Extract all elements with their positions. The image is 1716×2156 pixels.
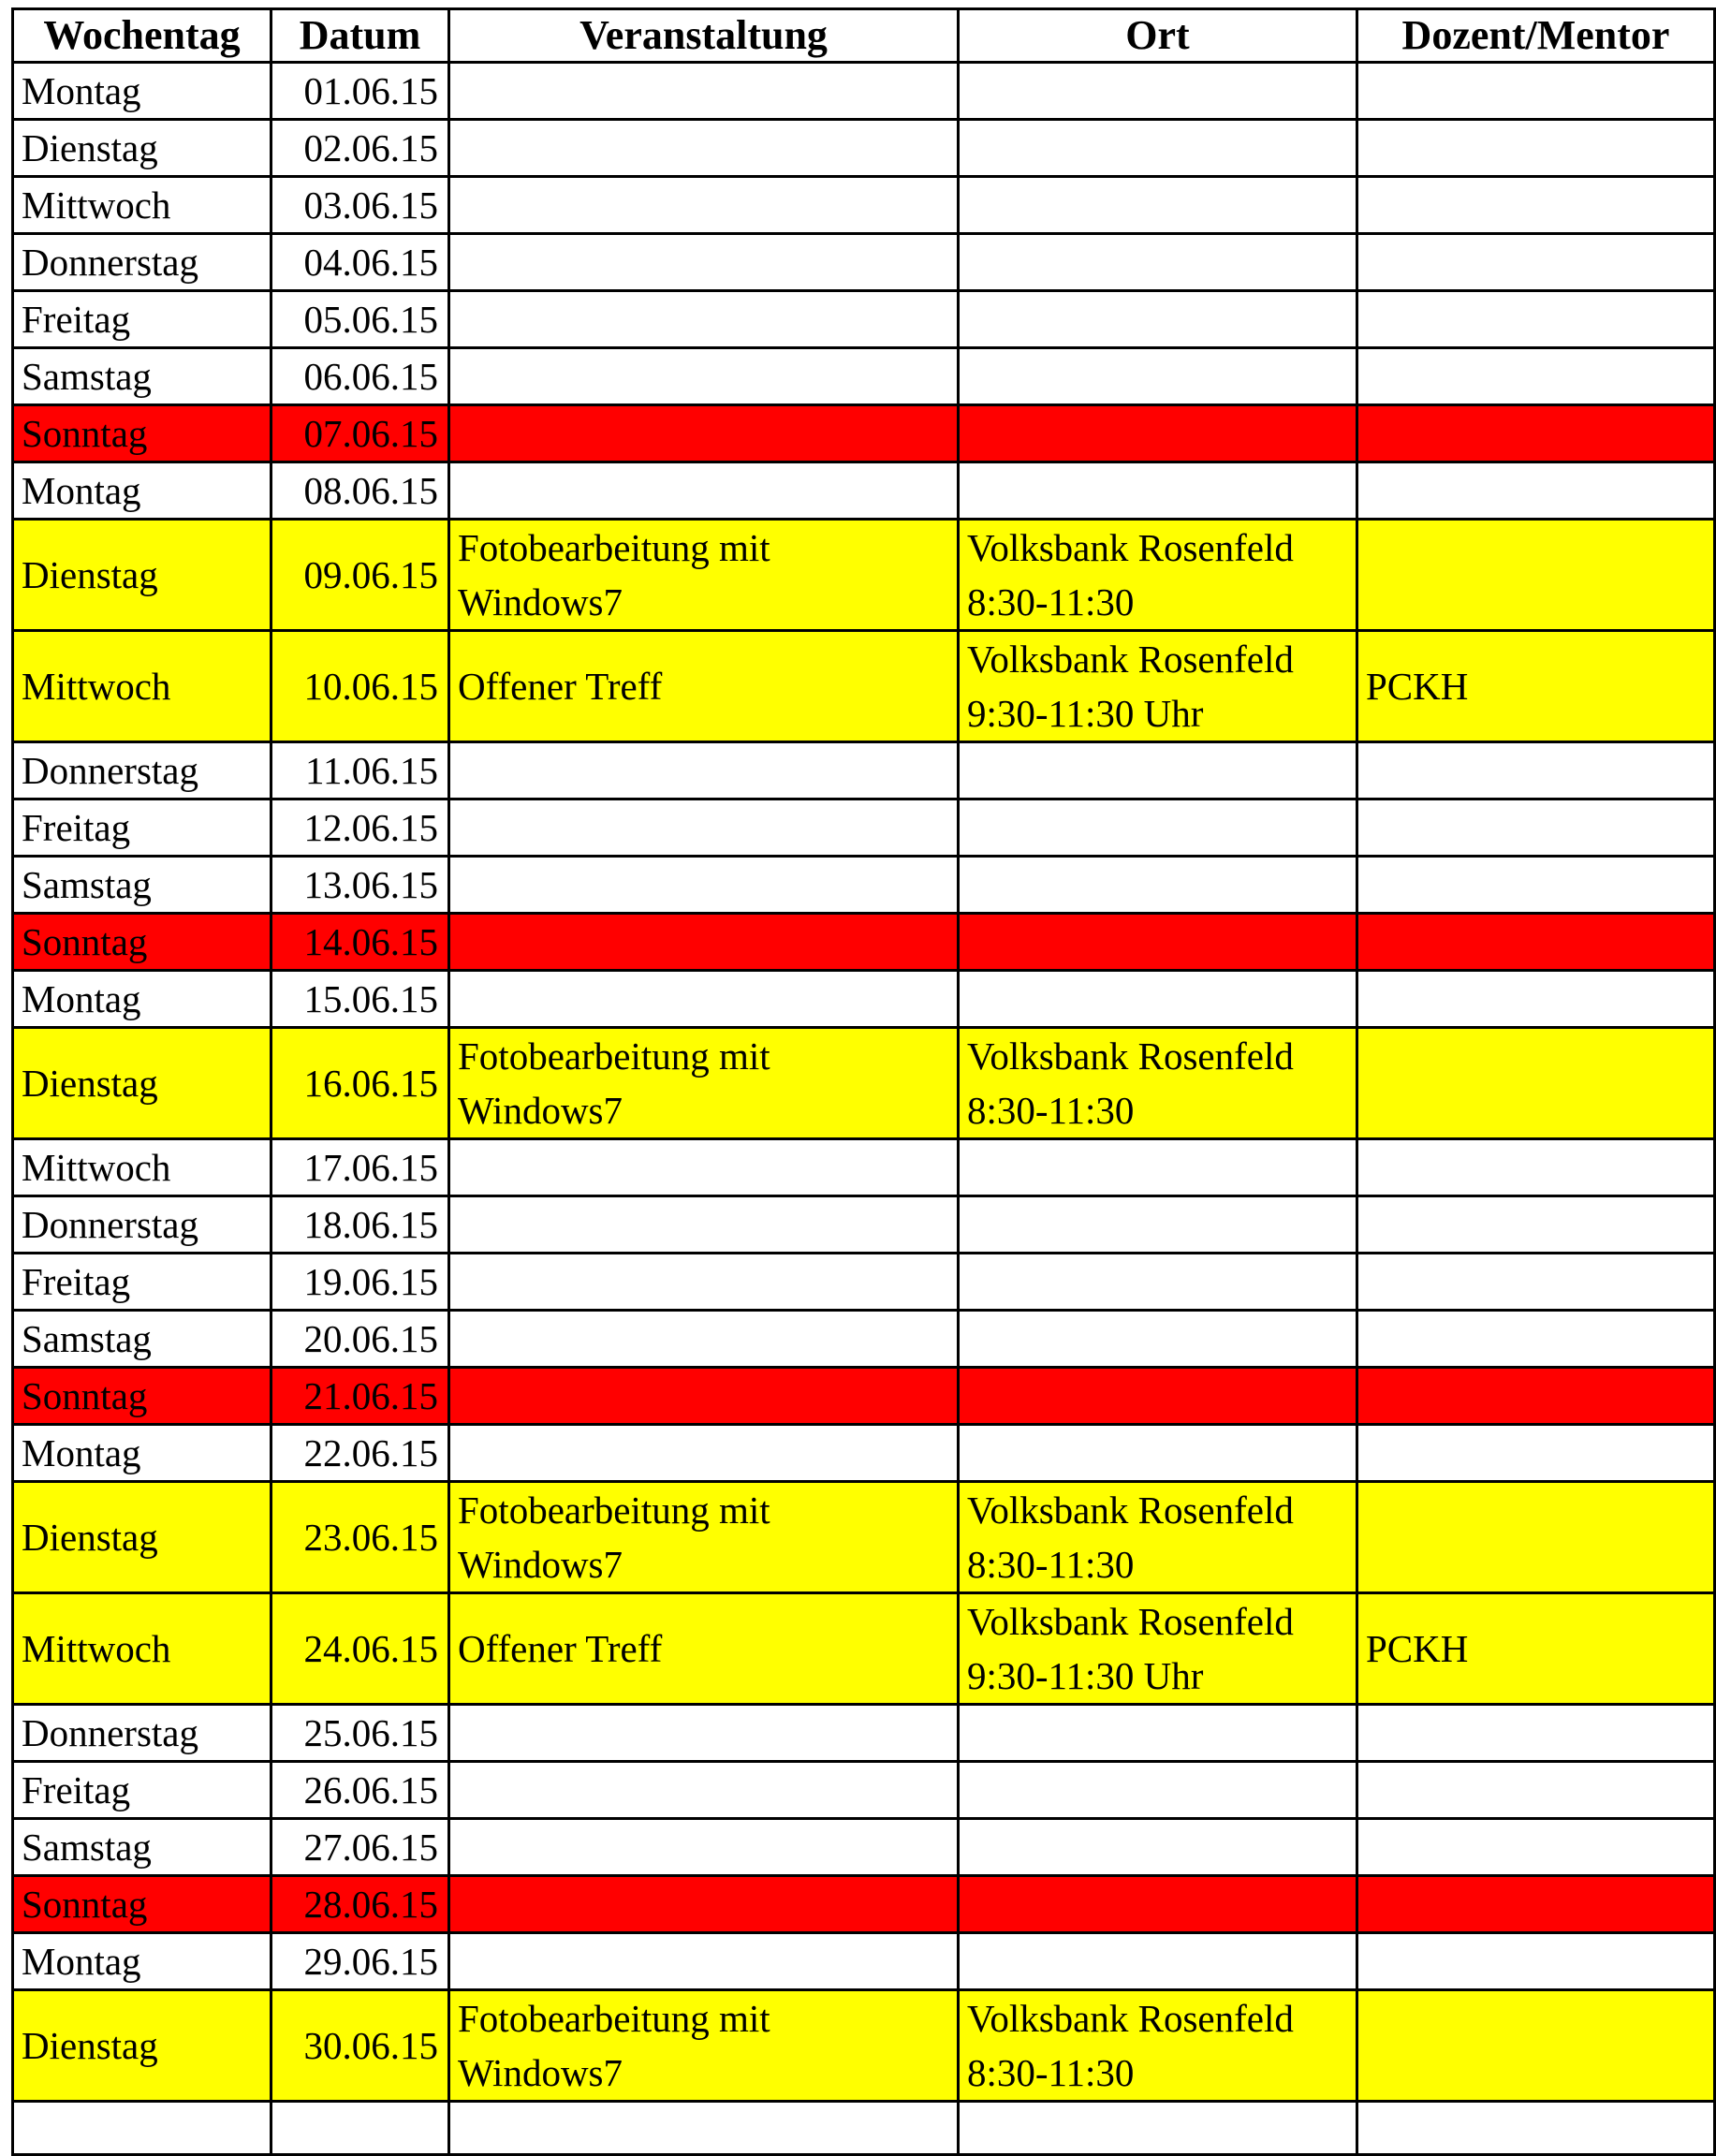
mentor-cell (1357, 857, 1715, 914)
weekday-cell: Freitag (13, 799, 271, 857)
place-line: Volksbank Rosenfeld (967, 1034, 1294, 1078)
date-cell (271, 2102, 449, 2155)
event-cell (449, 291, 959, 348)
mentor-cell (1357, 1482, 1715, 1593)
date-cell: 16.06.15 (271, 1028, 449, 1139)
event-line: Fotobearbeitung mit (458, 1489, 770, 1532)
place-line: 8:30-11:30 (967, 1089, 1135, 1132)
mentor-cell (1357, 799, 1715, 857)
weekday-cell: Montag (13, 971, 271, 1028)
event-cell (449, 1482, 959, 1593)
table-row (13, 120, 1715, 177)
header-weekday: Wochentag (13, 9, 271, 63)
date-cell: 07.06.15 (271, 405, 449, 462)
date-cell: 03.06.15 (271, 177, 449, 234)
place-cell (959, 1593, 1357, 1705)
table-row (13, 857, 1715, 914)
event-cell (449, 462, 959, 520)
event-line: Fotobearbeitung mit (458, 1034, 770, 1078)
weekday-cell: Mittwoch (13, 1593, 271, 1705)
weekday-cell: Sonntag (13, 1368, 271, 1425)
date-cell: 10.06.15 (271, 631, 449, 742)
mentor-cell (1357, 1368, 1715, 1425)
date-cell: 20.06.15 (271, 1311, 449, 1368)
weekday-cell: Montag (13, 462, 271, 520)
date-cell: 14.06.15 (271, 914, 449, 971)
place-line: 8:30-11:30 (967, 580, 1135, 623)
weekday-cell: Donnerstag (13, 234, 271, 291)
date-cell: 17.06.15 (271, 1139, 449, 1196)
weekday-cell: Mittwoch (13, 631, 271, 742)
mentor-cell (1357, 1311, 1715, 1368)
table-row (13, 799, 1715, 857)
event-line: Fotobearbeitung mit (458, 526, 770, 569)
place-line: Volksbank Rosenfeld (967, 638, 1294, 681)
weekday-cell: Samstag (13, 1311, 271, 1368)
table-row (13, 971, 1715, 1028)
place-cell (959, 2102, 1357, 2155)
place-cell (959, 1196, 1357, 1254)
weekday-cell: Samstag (13, 348, 271, 405)
date-cell: 13.06.15 (271, 857, 449, 914)
date-cell: 29.06.15 (271, 1933, 449, 1990)
mentor-cell (1357, 1139, 1715, 1196)
place-cell (959, 1876, 1357, 1933)
weekday-cell: Donnerstag (13, 1705, 271, 1762)
place-cell (959, 291, 1357, 348)
mentor-cell: PCKH (1357, 1593, 1715, 1705)
place-cell (959, 405, 1357, 462)
table-row (13, 1139, 1715, 1196)
place-cell (959, 1425, 1357, 1482)
place-cell (959, 1139, 1357, 1196)
event-cell (449, 1368, 959, 1425)
mentor-cell (1357, 1876, 1715, 1933)
weekday-cell: Donnerstag (13, 1196, 271, 1254)
weekday-cell: Montag (13, 1933, 271, 1990)
mentor-cell (1357, 1705, 1715, 1762)
weekday-cell: Freitag (13, 1762, 271, 1819)
place-cell (959, 1028, 1357, 1139)
place-line: Volksbank Rosenfeld (967, 526, 1294, 569)
place-line: 8:30-11:30 (967, 2051, 1135, 2094)
event-cell (449, 1762, 959, 1819)
event-cell (449, 1876, 959, 1933)
place-cell (959, 799, 1357, 857)
table-row (13, 1762, 1715, 1819)
weekday-cell: Sonntag (13, 914, 271, 971)
date-cell: 11.06.15 (271, 742, 449, 799)
place-cell (959, 1705, 1357, 1762)
mentor-cell (1357, 291, 1715, 348)
place-cell (959, 63, 1357, 120)
table-row (13, 234, 1715, 291)
table-row (13, 1254, 1715, 1311)
event-cell (449, 2102, 959, 2155)
place-cell (959, 1368, 1357, 1425)
date-cell: 18.06.15 (271, 1196, 449, 1254)
date-cell: 04.06.15 (271, 234, 449, 291)
date-cell: 12.06.15 (271, 799, 449, 857)
place-line: 8:30-11:30 (967, 1543, 1135, 1586)
table-row (13, 405, 1715, 462)
event-cell (449, 1254, 959, 1311)
table-row (13, 291, 1715, 348)
mentor-cell (1357, 1990, 1715, 2102)
weekday-cell: Mittwoch (13, 1139, 271, 1196)
mentor-cell (1357, 234, 1715, 291)
table-row (13, 742, 1715, 799)
weekday-cell: Sonntag (13, 1876, 271, 1933)
weekday-cell: Montag (13, 1425, 271, 1482)
event-cell (449, 1819, 959, 1876)
place-cell (959, 631, 1357, 742)
place-cell (959, 177, 1357, 234)
date-cell: 23.06.15 (271, 1482, 449, 1593)
table-row (13, 1593, 1715, 1705)
table-row (13, 1933, 1715, 1990)
table-row (13, 1482, 1715, 1593)
place-line: 9:30-11:30 Uhr (967, 1654, 1204, 1697)
header-row (13, 9, 1715, 63)
date-cell: 25.06.15 (271, 1705, 449, 1762)
table-row (13, 1196, 1715, 1254)
place-cell (959, 857, 1357, 914)
table-row (13, 1876, 1715, 1933)
mentor-cell (1357, 348, 1715, 405)
mentor-cell (1357, 1028, 1715, 1139)
table-row (13, 1311, 1715, 1368)
mentor-cell (1357, 1762, 1715, 1819)
event-line: Offener Treff (458, 1627, 663, 1670)
weekday-cell: Samstag (13, 857, 271, 914)
mentor-cell (1357, 914, 1715, 971)
weekday-cell: Freitag (13, 291, 271, 348)
date-cell: 09.06.15 (271, 520, 449, 631)
table-row (13, 631, 1715, 742)
schedule-body (13, 63, 1715, 2155)
place-cell (959, 914, 1357, 971)
place-cell (959, 234, 1357, 291)
date-cell: 15.06.15 (271, 971, 449, 1028)
mentor-cell (1357, 1254, 1715, 1311)
event-cell (449, 348, 959, 405)
mentor-cell: PCKH (1357, 631, 1715, 742)
date-cell: 21.06.15 (271, 1368, 449, 1425)
mentor-cell (1357, 1819, 1715, 1876)
event-cell (449, 1705, 959, 1762)
date-cell: 28.06.15 (271, 1876, 449, 1933)
table-row (13, 1425, 1715, 1482)
mentor-cell (1357, 971, 1715, 1028)
event-cell (449, 405, 959, 462)
schedule-table (11, 7, 1716, 2156)
event-line: Fotobearbeitung mit (458, 1997, 770, 2040)
event-cell (449, 177, 959, 234)
event-cell (449, 1196, 959, 1254)
place-cell (959, 1990, 1357, 2102)
weekday-cell: Mittwoch (13, 177, 271, 234)
weekday-cell: Donnerstag (13, 742, 271, 799)
table-row (13, 63, 1715, 120)
event-cell (449, 120, 959, 177)
mentor-cell (1357, 2102, 1715, 2155)
place-cell (959, 520, 1357, 631)
table-row (13, 520, 1715, 631)
table-row (13, 177, 1715, 234)
mentor-cell (1357, 742, 1715, 799)
table-row (13, 348, 1715, 405)
place-line: 9:30-11:30 Uhr (967, 692, 1204, 735)
place-line: Volksbank Rosenfeld (967, 1997, 1294, 2040)
mentor-cell (1357, 63, 1715, 120)
mentor-cell (1357, 120, 1715, 177)
event-cell (449, 742, 959, 799)
weekday-cell (13, 2102, 271, 2155)
table-row (13, 1705, 1715, 1762)
weekday-cell: Dienstag (13, 1028, 271, 1139)
weekday-cell: Dienstag (13, 520, 271, 631)
place-line: Volksbank Rosenfeld (967, 1600, 1294, 1643)
weekday-cell: Dienstag (13, 1482, 271, 1593)
date-cell: 27.06.15 (271, 1819, 449, 1876)
header-mentor: Dozent/Mentor (1357, 9, 1715, 63)
date-cell: 26.06.15 (271, 1762, 449, 1819)
place-cell (959, 1762, 1357, 1819)
header-date: Datum (271, 9, 449, 63)
weekday-cell: Sonntag (13, 405, 271, 462)
place-cell (959, 1311, 1357, 1368)
event-cell (449, 1933, 959, 1990)
mentor-cell (1357, 1425, 1715, 1482)
place-cell (959, 971, 1357, 1028)
event-line: Offener Treff (458, 665, 663, 708)
header-event: Veranstaltung (449, 9, 959, 63)
table-row (13, 1990, 1715, 2102)
weekday-cell: Dienstag (13, 120, 271, 177)
mentor-cell (1357, 1933, 1715, 1990)
event-cell (449, 1990, 959, 2102)
event-line: Windows7 (458, 1089, 623, 1132)
weekday-cell: Montag (13, 63, 271, 120)
event-cell (449, 1425, 959, 1482)
event-cell (449, 234, 959, 291)
event-cell (449, 520, 959, 631)
date-cell: 30.06.15 (271, 1990, 449, 2102)
place-cell (959, 1254, 1357, 1311)
date-cell: 05.06.15 (271, 291, 449, 348)
event-cell (449, 857, 959, 914)
event-cell (449, 1593, 959, 1705)
date-cell: 02.06.15 (271, 120, 449, 177)
place-cell (959, 1482, 1357, 1593)
table-row (13, 1819, 1715, 1876)
table-row (13, 1028, 1715, 1139)
place-cell (959, 462, 1357, 520)
date-cell: 01.06.15 (271, 63, 449, 120)
date-cell: 08.06.15 (271, 462, 449, 520)
date-cell: 22.06.15 (271, 1425, 449, 1482)
place-cell (959, 1819, 1357, 1876)
weekday-cell: Freitag (13, 1254, 271, 1311)
table-row (13, 2102, 1715, 2155)
event-cell (449, 1139, 959, 1196)
date-cell: 24.06.15 (271, 1593, 449, 1705)
table-row (13, 462, 1715, 520)
event-cell (449, 63, 959, 120)
mentor-cell (1357, 462, 1715, 520)
mentor-cell (1357, 1196, 1715, 1254)
date-cell: 06.06.15 (271, 348, 449, 405)
date-cell: 19.06.15 (271, 1254, 449, 1311)
mentor-cell (1357, 405, 1715, 462)
header-place: Ort (959, 9, 1357, 63)
event-cell (449, 914, 959, 971)
event-cell (449, 799, 959, 857)
mentor-cell (1357, 520, 1715, 631)
event-line: Windows7 (458, 580, 623, 623)
mentor-cell (1357, 177, 1715, 234)
weekday-cell: Dienstag (13, 1990, 271, 2102)
event-cell (449, 1311, 959, 1368)
event-line: Windows7 (458, 2051, 623, 2094)
place-cell (959, 742, 1357, 799)
event-cell (449, 971, 959, 1028)
event-line: Windows7 (458, 1543, 623, 1586)
event-cell (449, 1028, 959, 1139)
place-cell (959, 120, 1357, 177)
place-cell (959, 348, 1357, 405)
event-cell (449, 631, 959, 742)
table-row (13, 1368, 1715, 1425)
place-line: Volksbank Rosenfeld (967, 1489, 1294, 1532)
place-cell (959, 1933, 1357, 1990)
weekday-cell: Samstag (13, 1819, 271, 1876)
table-row (13, 914, 1715, 971)
